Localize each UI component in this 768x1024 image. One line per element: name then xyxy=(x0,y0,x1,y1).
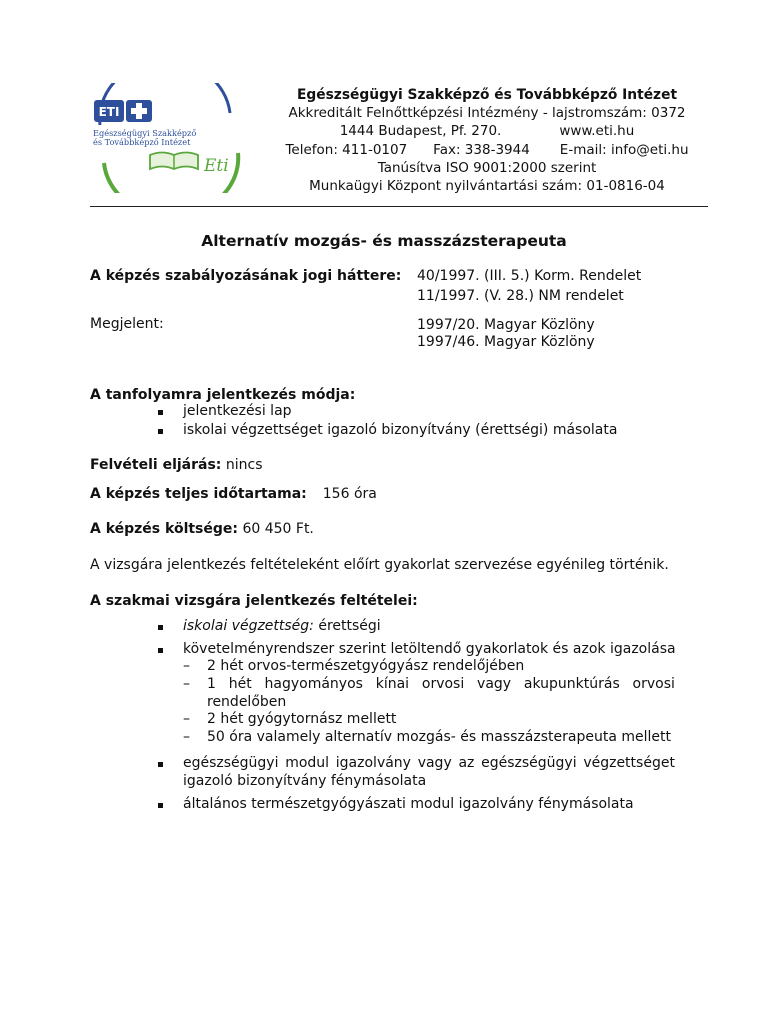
legal-label: A képzés szabályozásának jogi háttere: xyxy=(90,268,402,284)
word: egészségügyi xyxy=(481,755,577,771)
svg-text:ETI: ETI xyxy=(98,105,120,119)
fax-number: Fax: 338-3944 xyxy=(433,141,530,158)
logo-name-line1: Egészségügyi Szakképző xyxy=(93,128,197,138)
bullet-icon xyxy=(158,648,163,653)
word: egészségügyi xyxy=(183,755,279,771)
word: orvosi xyxy=(421,676,465,692)
phone-number: Telefon: 411-0107 xyxy=(285,141,408,158)
word: igazolvány xyxy=(335,755,411,771)
word: végzettséget xyxy=(583,755,675,771)
letterhead xyxy=(262,86,712,195)
word: hagyományos xyxy=(264,676,363,692)
legal-value-1: 40/1997. (III. 5.) Korm. Rendelet xyxy=(417,268,642,284)
word: modul xyxy=(285,755,330,771)
institution-name: Egészségügyi Szakképző és Továbbképző Intézet xyxy=(296,87,678,103)
email-link[interactable]: E-mail: info@eti.hu xyxy=(559,141,689,158)
published-label: Megjelent: xyxy=(90,316,164,332)
institute-logo xyxy=(90,83,242,193)
application-heading: A tanfolyamra jelentkezés módja: xyxy=(90,387,356,403)
website-link[interactable]: www.eti.hu xyxy=(559,123,635,140)
header-divider xyxy=(90,206,708,207)
postal-address: 1444 Budapest, Pf. 270. xyxy=(339,123,502,140)
legal-value-2: 11/1997. (V. 28.) NM rendelet xyxy=(417,288,624,304)
word: orvosi xyxy=(632,676,675,692)
bullet-icon xyxy=(158,625,163,630)
admission-line: Felvételi eljárás: nincs xyxy=(90,457,263,473)
bullet-icon xyxy=(158,429,163,434)
accreditation-line: Akkreditált Felnőttképzési Intézmény - lajstromszám: 0372 xyxy=(288,105,686,122)
logo-name-line2: és Továbbképző Intézet xyxy=(93,137,191,147)
word: vagy xyxy=(417,755,452,771)
duration-line: A képzés teljes időtartama: 156 óra xyxy=(90,486,377,502)
logo-script-text: Eti xyxy=(204,156,229,176)
registry-line: Munkaügyi Központ nyilvántartási szám: 01-0816-04 xyxy=(309,178,665,195)
word: akupunktúrás xyxy=(523,676,620,692)
published-value-1: 1997/20. Magyar Közlöny xyxy=(417,317,595,333)
word: hét xyxy=(228,676,252,692)
word: 1 xyxy=(207,676,216,692)
bullet-icon xyxy=(158,410,163,415)
word: kínai xyxy=(375,676,410,692)
list-item-text xyxy=(183,755,675,773)
published-value-2: 1997/46. Magyar Közlöny xyxy=(417,334,595,350)
word: vagy xyxy=(477,676,512,692)
word: az xyxy=(458,755,475,771)
address-line xyxy=(262,122,712,140)
sub-list-item-text xyxy=(207,676,675,694)
exam-heading: A szakmai vizsgára jelentkezés feltételei: xyxy=(90,593,418,609)
cost-line: A képzés költsége: 60 450 Ft. xyxy=(90,521,314,537)
practice-note: A vizsgára jelentkezés feltételeként előírt gyakorlat szervezése egyénileg történik. xyxy=(90,557,669,573)
book-icon xyxy=(150,153,198,170)
contact-line xyxy=(262,141,712,159)
page-title: Alternatív mozgás- és masszázsterapeuta xyxy=(201,232,567,250)
iso-line: Tanúsítva ISO 9001:2000 szerint xyxy=(377,159,597,176)
bullet-icon xyxy=(158,762,163,767)
bullet-icon xyxy=(158,803,163,808)
